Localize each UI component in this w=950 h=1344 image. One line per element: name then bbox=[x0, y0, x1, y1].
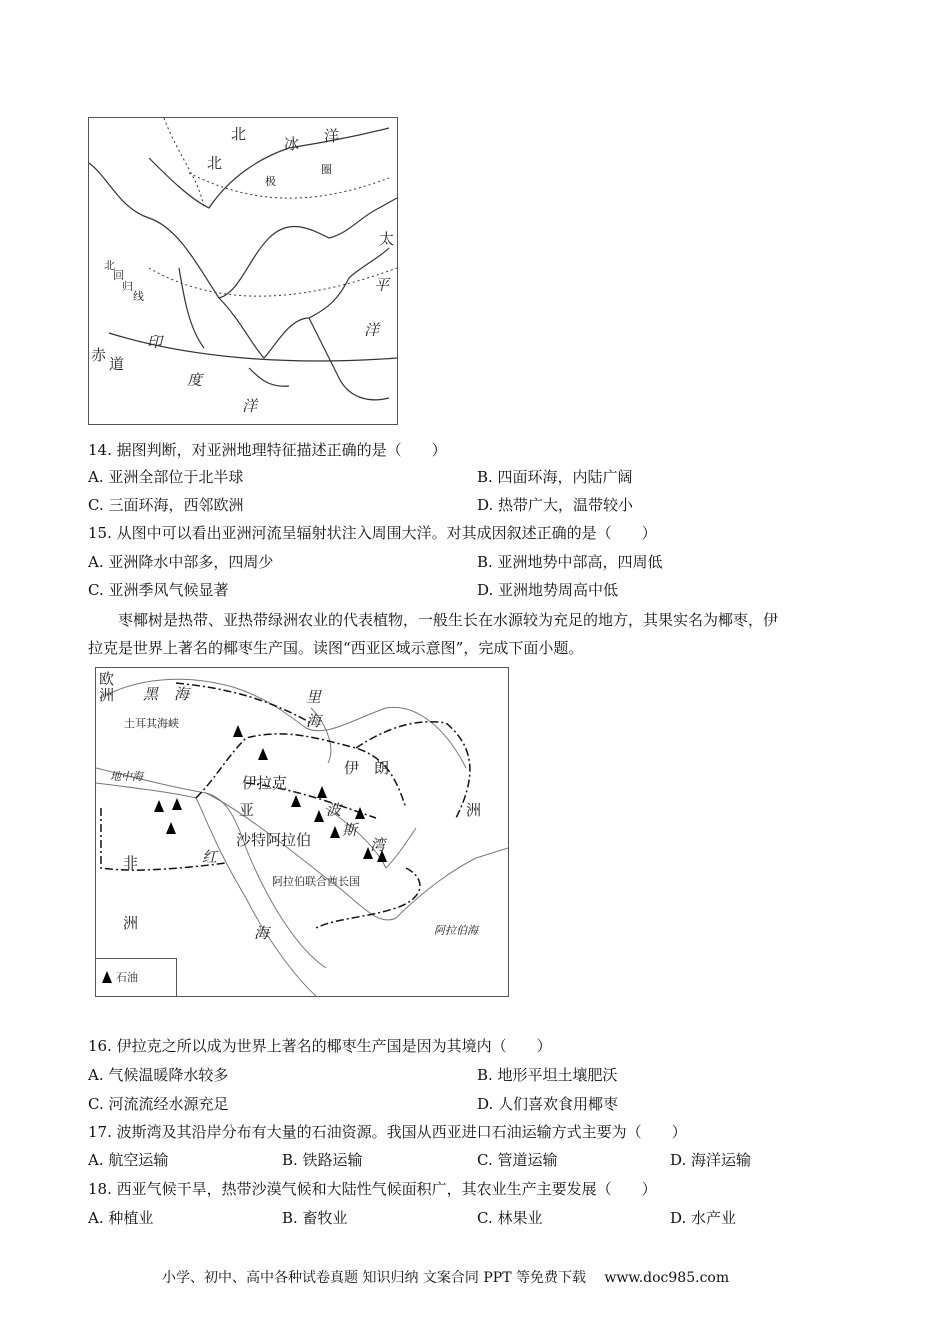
oil-marker bbox=[363, 847, 373, 859]
map-label: 红 bbox=[202, 848, 218, 866]
map-label: 极 bbox=[265, 175, 276, 188]
q15-option-c: C. 亚洲季风气候显著 bbox=[88, 581, 229, 599]
oil-marker bbox=[330, 826, 340, 838]
map-label: 阿拉伯海 bbox=[434, 924, 478, 937]
west-asia-map bbox=[95, 667, 509, 997]
page-footer: 小学、初中、高中各种试卷真题 知识归纳 文案合同 PPT 等免费下载 www.doc985.com bbox=[162, 1270, 730, 1286]
map-label: 回 bbox=[113, 269, 124, 282]
map-label: 归 bbox=[122, 280, 133, 293]
map-label: 洲 bbox=[99, 686, 115, 704]
map-label: 圈 bbox=[321, 163, 332, 176]
map-label: 伊拉克 bbox=[242, 774, 288, 792]
map-label: 洲 bbox=[466, 801, 482, 819]
asia-map-outline bbox=[89, 118, 397, 424]
map-label: 冰 bbox=[284, 135, 300, 153]
q15-option-a: A. 亚洲降水中部多，四周少 bbox=[88, 553, 274, 571]
q15-option-d: D. 亚洲地势周高中低 bbox=[477, 581, 619, 599]
oil-marker bbox=[258, 748, 268, 760]
q16-option-c: C. 河流流经水源充足 bbox=[88, 1095, 229, 1113]
q14-option-c: C. 三面环海，西邻欧洲 bbox=[88, 496, 244, 514]
q17-option-b: B. 铁路运输 bbox=[282, 1151, 363, 1169]
q17-option-a: A. 航空运输 bbox=[88, 1151, 169, 1169]
map-label: 土耳其海峡 bbox=[124, 717, 179, 730]
map-label: 印 bbox=[147, 333, 163, 351]
map-label: 度 bbox=[187, 371, 203, 389]
oil-marker bbox=[355, 807, 365, 819]
map-label: 海 bbox=[254, 924, 270, 942]
q18-option-d: D. 水产业 bbox=[670, 1209, 737, 1227]
q16-option-d: D. 人们喜欢食用椰枣 bbox=[477, 1095, 619, 1113]
map-label: 道 bbox=[109, 355, 125, 373]
map-label: 伊 朗 bbox=[344, 759, 390, 777]
map-label: 赤 bbox=[91, 346, 107, 364]
map-legend bbox=[96, 958, 177, 997]
q18-option-c: C. 林果业 bbox=[477, 1209, 543, 1227]
map-label: 沙特阿拉伯 bbox=[236, 831, 312, 849]
map-label: 海 bbox=[174, 685, 190, 703]
q18-option-b: B. 畜牧业 bbox=[282, 1209, 348, 1227]
map-label: 斯 bbox=[342, 821, 358, 839]
map-label: 波 bbox=[326, 801, 342, 819]
map-label: 亚 bbox=[239, 801, 255, 819]
q17-option-c: C. 管道运输 bbox=[477, 1151, 558, 1169]
oil-marker bbox=[291, 795, 301, 807]
intro-paragraph-line1: 枣椰树是热带、亚热带绿洲农业的代表植物，一般生长在水源较为充足的地方，其果实名为椰枣，伊 bbox=[118, 611, 779, 629]
map-label: 非 bbox=[123, 854, 139, 872]
map-label: 湾 bbox=[370, 836, 386, 854]
oil-marker bbox=[172, 798, 182, 810]
oil-legend-icon bbox=[102, 971, 112, 983]
question-15: 15. 从图中可以看出亚洲河流呈辐射状注入周围大洋。对其成因叙述正确的是（ ） bbox=[88, 524, 657, 542]
q18-option-a: A. 种植业 bbox=[88, 1209, 154, 1227]
map-label: 洋 bbox=[364, 321, 380, 339]
oil-marker bbox=[154, 800, 164, 812]
legend-label: 石油 bbox=[116, 971, 138, 984]
map-label: 线 bbox=[133, 290, 144, 303]
map-label: 洋 bbox=[242, 397, 258, 415]
q16-option-b: B. 地形平坦土壤肥沃 bbox=[477, 1066, 618, 1084]
question-18: 18. 西亚气候干旱，热带沙漠气候和大陆性气候面积广，其农业生产主要发展（ ） bbox=[88, 1180, 657, 1198]
question-16: 16. 伊拉克之所以成为世界上著名的椰枣生产国是因为其境内（ ） bbox=[88, 1037, 552, 1055]
question-14: 14. 据图判断，对亚洲地理特征描述正确的是（ ） bbox=[88, 441, 447, 459]
q15-option-b: B. 亚洲地势中部高，四周低 bbox=[477, 553, 663, 571]
q16-option-a: A. 气候温暖降水较多 bbox=[88, 1066, 229, 1084]
oil-marker bbox=[314, 810, 324, 822]
map-label: 平 bbox=[374, 276, 390, 294]
intro-paragraph-line2: 拉克是世界上著名的椰枣生产国。读图“西亚区域示意图”，完成下面小题。 bbox=[88, 639, 584, 657]
oil-marker bbox=[233, 725, 243, 737]
oil-marker bbox=[377, 850, 387, 862]
q14-option-a: A. 亚洲全部位于北半球 bbox=[88, 468, 244, 486]
map-label: 地中海 bbox=[110, 770, 143, 783]
q14-option-d: D. 热带广大，温带较小 bbox=[477, 496, 634, 514]
map-label: 阿拉伯联合酋长国 bbox=[272, 875, 360, 888]
map-label: 北 bbox=[207, 154, 223, 172]
oil-marker bbox=[166, 822, 176, 834]
map-label: 北 bbox=[104, 259, 115, 272]
map-label: 黑 bbox=[143, 685, 159, 703]
asia-map bbox=[88, 117, 398, 425]
map-label: 欧 bbox=[99, 670, 115, 688]
question-17: 17. 波斯湾及其沿岸分布有大量的石油资源。我国从西亚进口石油运输方式主要为（ ） bbox=[88, 1123, 687, 1141]
map-label: 洋 bbox=[324, 127, 340, 145]
map-label: 里 bbox=[306, 688, 322, 706]
map-label: 太 bbox=[379, 230, 395, 248]
map-label: 洲 bbox=[123, 914, 139, 932]
oil-marker bbox=[317, 786, 327, 798]
q14-option-b: B. 四面环海，内陆广阔 bbox=[477, 468, 633, 486]
q17-option-d: D. 海洋运输 bbox=[670, 1151, 752, 1169]
map-label: 北 bbox=[231, 125, 247, 143]
map-label: 海 bbox=[306, 712, 322, 730]
